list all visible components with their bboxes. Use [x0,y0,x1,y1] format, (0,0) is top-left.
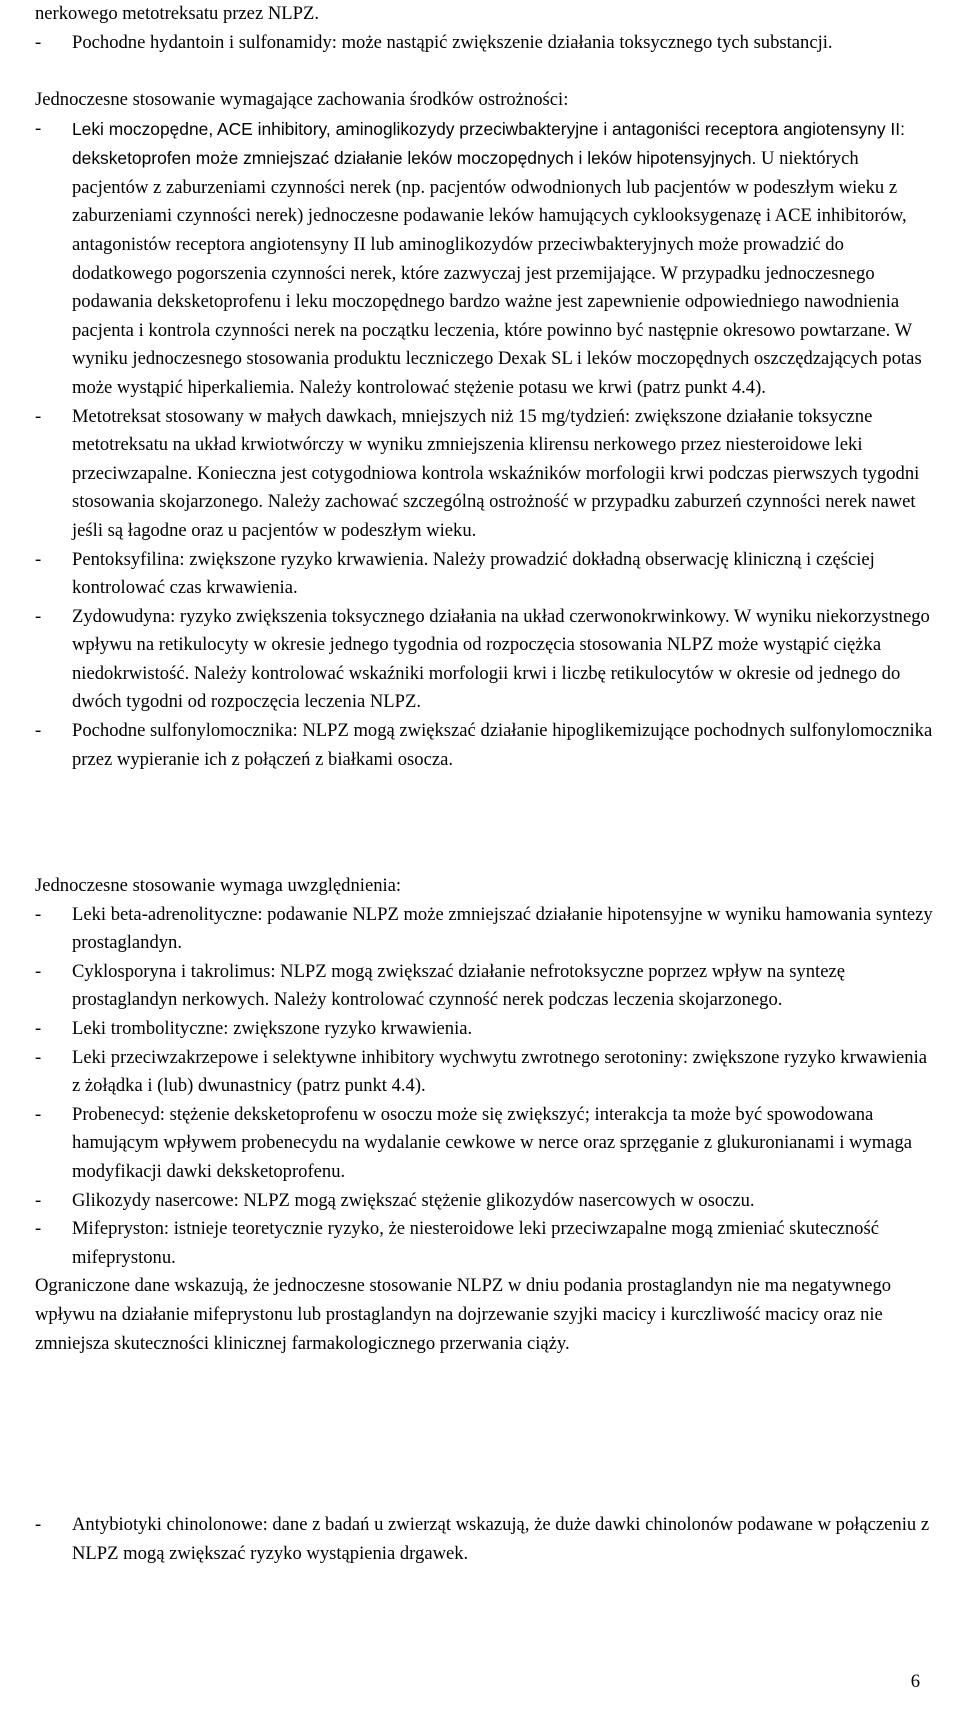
list-item-text: Mifepryston: istnieje teoretycznie ryzyko, że niesteroidowe leki przeciwzapalne mogą zmieniać skuteczność mifeprystonu. [72,1218,879,1268]
list-item-text: Zydowudyna: ryzyko zwiększenia toksycznego działania na układ czerwonokrwinkowy. W wyniku niekorzystnego wpływu na retikulocyty w okresie jednego tygodnia od rozpoczęcia stosowania NLPZ może wystąpić ciężka niedokrwistość. Należy kontrolować wskaźniki morfologii krwi i liczbę retikulocytów w okresie od jednego do dwóch tygodni od rozpoczęcia leczenia NLPZ. [72,605,930,713]
list-dash: - [35,720,42,742]
continuation-text: nerkowego metotreksatu przez NLPZ. [35,3,319,24]
list-item-text: Pentoksyfilina: zwiększone ryzyko krwawienia. Należy prowadzić dokładną obserwację kliniczną i częściej kontrolować czas krwawienia. [72,548,875,599]
block-hydantoin [0,0,960,57]
list-item-text: Cyklosporyna i takrolimus: NLPZ mogą zwiększać działanie nefrotoksyczne poprzez wpływ na syntezę prostaglandyn nerkowych. Należy kontrolować czynność nerek podczas leczenia skojarzonego. [72,960,845,1011]
list-item [0,29,935,58]
list-dash: - [35,1103,42,1125]
page-number: 6 [910,1671,920,1692]
list-item-text-serif: U niektórych pacjentów z zaburzeniami czynności nerek (np. pacjentów odwodnionych lub pacjentów w podeszłym wieku z zaburzeniami czynności nerek) jednoczesne podawanie leków hamujących cyklooksygenazę i ACE inhibitorów, antagonistów receptora angiotensyny II lub aminoglikozydów przeciwbakteryjnych może prowadzić do dodatkowego pogorszenia czynności nerek, które zazwyczaj jest przemijające. W przypadku jednoczesnego podawania deksketoprofenu i leku moczopędnego bardzo ważne jest zapewnienie odpowiedniego nawodnienia pacjenta i kontrola czynności nerek na początku leczenia, które powinno być następnie okresowo powtarzane. W wyniku jednoczesnego stosowania produktu leczniczego Dexak SL i leków moczopędnych oszczędzających potas może wystąpić hiperkaliemia. Należy kontrolować stężenie potasu we krwi (patrz punkt 4.4). [72,148,922,398]
list-item-text: Leki przeciwzakrzepowe i selektywne inhibitory wychwytu zwrotnego serotoniny: zwiększone ryzyko krwawienia z żołądka i (lub) dwunastnicy (patrz punkt 4.4). [72,1046,928,1097]
list-item-text [72,115,935,403]
list-dash: - [35,1046,42,1068]
closing-paragraph: Ograniczone dane wskazują, że jednoczesne stosowanie NLPZ w dniu podania prostaglandyn nie ma negatywnego wpływu na działanie mifeprystonu lub prostaglandyn na dojrzewanie szyjki macicy i kurczliwość macicy oraz nie zmniejsza skuteczności klinicznej farmakologicznego przerwania ciąży. [35,1275,892,1354]
list-dash: - [35,1017,42,1039]
list-dash: - [35,1218,42,1240]
list-item [0,1215,935,1272]
list-item-text-sans: Leki moczopędne, ACE inhibitory, aminoglikozydy przeciwbakteryjne i antagoniści receptora angiotensyny II: deksketoprofen może zmniejszać działanie leków moczopędnych i leków hipotensyjnych. [72,118,905,169]
list-dash: - [35,31,42,53]
block-precautions [0,86,960,774]
list-item-text: Antybiotyki chinolonowe: dane z badań u zwierząt wskazują, że duże dawki chinolonów podawane w połączeniu z NLPZ mogą zwiększać ryzyko wystąpienia drgawek. [72,1514,930,1564]
list-item [0,1015,935,1044]
list-item [0,958,935,1015]
list-item [0,901,935,958]
list-item [0,1101,935,1187]
list-item [0,403,935,546]
block-quinolones [0,1511,960,1568]
list-item [0,1187,935,1216]
section-heading: Jednoczesne stosowanie wymagające zachowania środków ostrożności: [35,89,569,110]
list-dash: - [35,1189,42,1211]
list-item-text: Leki trombolityczne: zwiększone ryzyko krwawienia. [72,1017,473,1039]
list-item [0,1044,935,1101]
list-item [0,717,935,774]
list-item [0,603,935,717]
list-dash: - [35,548,42,570]
list-item-text: Pochodne hydantoin i sulfonamidy: może nastąpić zwiększenie działania toksycznego tych substancji. [72,31,833,53]
list-item-text: Leki beta-adrenolityczne: podawanie NLPZ może zmniejszać działanie hipotensyjne w wyniku hamowania syntezy prostaglandyn. [72,903,933,954]
list-item-text: Metotreksat stosowany w małych dawkach, mniejszych niż 15 mg/tydzień: zwiększone działanie toksyczne metotreksatu na układ krwiotwórczy w wyniku zmniejszenia klirensu nerkowego przez niesteroidowe leki przeciwzapalne. Konieczna jest cotygodniowa kontrola wskaźników morfologii krwi podczas pierwszych tygodni stosowania skojarzonego. Należy zachować szczególną ostrożność w przypadku zaburzeń czynności nerek nawet jeśli są łagodne oraz u pacjentów w podeszłym wieku. [72,405,920,541]
list-dash: - [35,903,42,925]
list-item [0,546,935,603]
list-item-text: Probenecyd: stężenie deksketoprofenu w osoczu może się zwiększyć; interakcja ta może być spowodowana hamującym wpływem probenecydu na wydalanie cewkowe w nerce oraz sprzęganie z glukuronianami i wymaga modyfikacji dawki deksketoprofenu. [72,1103,913,1182]
list-item [0,115,935,403]
block-considerations [0,872,960,1358]
section-heading: Jednoczesne stosowanie wymaga uwzględnienia: [35,875,402,896]
list-item [0,1511,935,1568]
list-dash: - [35,605,42,627]
list-item-text: Pochodne sulfonylomocznika: NLPZ mogą zwiększać działanie hipoglikemizujące pochodnych sulfonylomocznika przez wypieranie ich z połączeń z białkami osocza. [72,720,933,770]
list-dash: - [35,960,42,982]
list-dash: - [35,405,42,427]
list-dash: - [35,117,42,139]
list-item-text: Glikozydy nasercowe: NLPZ mogą zwiększać stężenie glikozydów nasercowych w osoczu. [72,1189,755,1211]
list-dash: - [35,1514,42,1535]
